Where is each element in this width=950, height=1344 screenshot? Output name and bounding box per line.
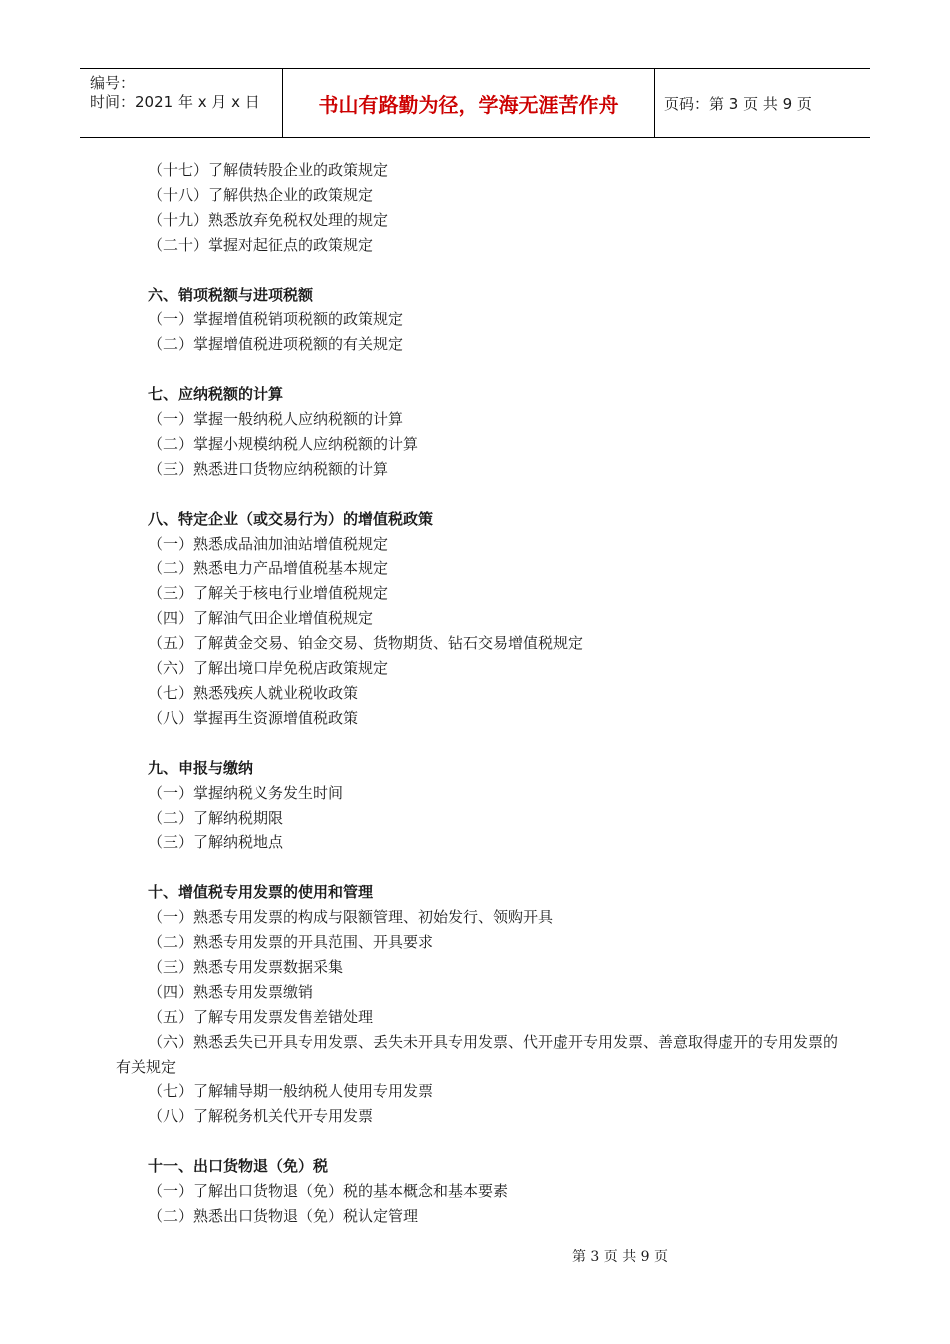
- list-item: （四）熟悉专用发票缴销: [148, 982, 314, 1001]
- list-item: （三）熟悉进口货物应纳税额的计算: [148, 459, 389, 478]
- list-item: （七）熟悉残疾人就业税收政策: [148, 683, 359, 702]
- list-item: （一）掌握纳税义务发生时间: [148, 783, 344, 802]
- page-header: [80, 68, 870, 138]
- section-heading: 七、应纳税额的计算: [148, 385, 284, 404]
- list-item: （一）熟悉专用发票的构成与限额管理、初始发行、领购开具: [148, 908, 554, 927]
- list-item: （七）了解辅导期一般纳税人使用专用发票: [148, 1082, 434, 1101]
- list-item: （八）掌握再生资源增值税政策: [148, 708, 359, 727]
- list-item: （三）熟悉专用发票数据采集: [148, 957, 344, 976]
- list-item: （一）熟悉成品油加油站增值税规定: [148, 534, 389, 553]
- list-item: （六）了解出境口岸免税店政策规定: [148, 659, 389, 678]
- list-item: （十九）熟悉放弃免税权处理的规定: [148, 210, 389, 229]
- list-item: （二）熟悉电力产品增值税基本规定: [148, 559, 389, 578]
- list-item: （十八）了解供热企业的政策规定: [148, 185, 374, 204]
- header-motto: 书山有路勤为径，学海无涯苦作舟: [283, 69, 655, 137]
- list-item: （二）掌握增值税进项税额的有关规定: [148, 335, 404, 354]
- list-item: （一）掌握增值税销项税额的政策规定: [148, 310, 404, 329]
- section-heading: 十一、出口货物退（免）税: [148, 1157, 329, 1176]
- header-page-info: 页码：第 3 页 共 9 页: [664, 94, 812, 113]
- list-item: （一）掌握一般纳税人应纳税额的计算: [148, 410, 404, 429]
- list-item: （二）了解纳税期限: [148, 808, 284, 827]
- list-item: （五）了解专用发票发售差错处理: [148, 1007, 374, 1026]
- section-heading: 八、特定企业（或交易行为）的增值税政策: [148, 509, 434, 528]
- list-item: （二）掌握小规模纳税人应纳税额的计算: [148, 434, 419, 453]
- page-footer: 第 3 页 共 9 页: [571, 1249, 669, 1265]
- list-item: （四）了解油气田企业增值税规定: [148, 609, 374, 628]
- list-item: （二十）掌握对起征点的政策规定: [148, 235, 374, 254]
- list-item: （三）了解关于核电行业增值税规定: [148, 584, 389, 603]
- list-item: （三）了解纳税地点: [148, 833, 284, 852]
- list-item: （八）了解税务机关代开专用发票: [148, 1107, 374, 1126]
- list-item: （十七）了解债转股企业的政策规定: [148, 161, 389, 179]
- section-heading: 九、申报与缴纳: [148, 758, 254, 777]
- list-item: （六）熟悉丢失已开具专用发票、丢失未开具专用发票、代开虚开专用发票、善意取得虚开的专用发票的有关规定: [116, 1032, 839, 1076]
- time-label: 时间：2021 年 x 月 x 日: [90, 93, 260, 111]
- section-heading: 十、增值税专用发票的使用和管理: [148, 883, 374, 902]
- document-body: [116, 158, 841, 1229]
- list-item: （一）了解出口货物退（免）税的基本概念和基本要素: [148, 1182, 509, 1201]
- list-item: （二）熟悉专用发票的开具范围、开具要求: [148, 933, 434, 952]
- number-label: 编号：: [90, 74, 136, 92]
- section-heading: 六、销项税额与进项税额: [148, 285, 314, 304]
- list-item: （二）熟悉出口货物退（免）税认定管理: [148, 1206, 419, 1225]
- header-meta: [80, 69, 283, 137]
- list-item: （五）了解黄金交易、铂金交易、货物期货、钻石交易增值税规定: [148, 634, 584, 653]
